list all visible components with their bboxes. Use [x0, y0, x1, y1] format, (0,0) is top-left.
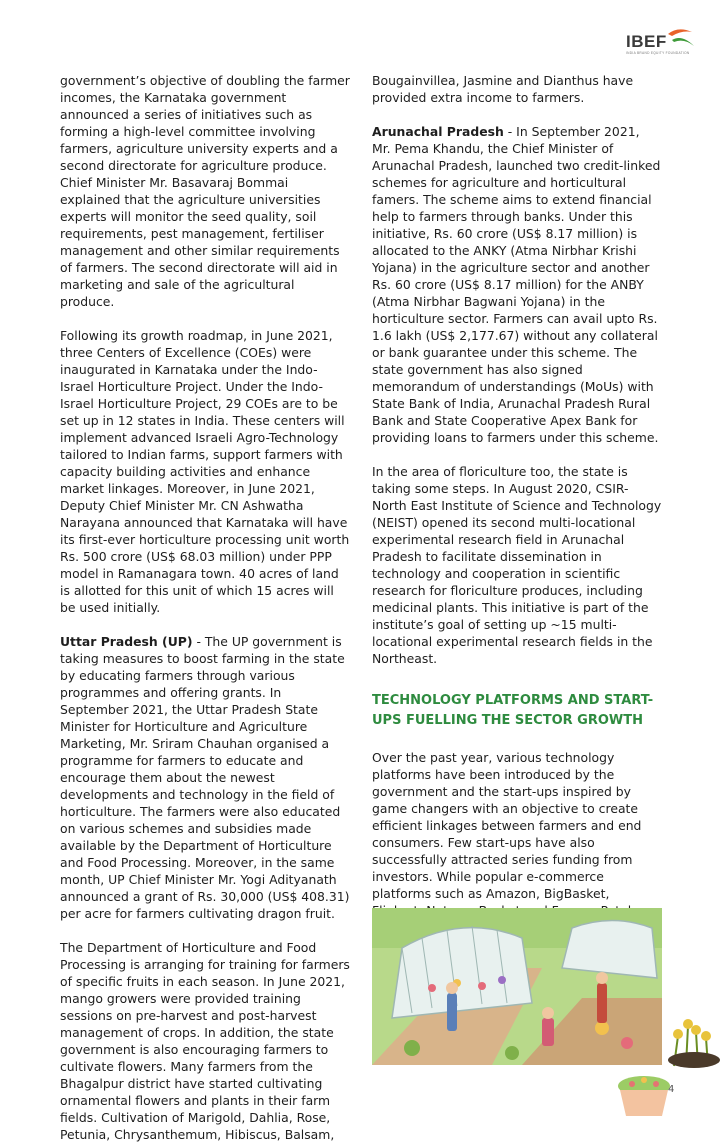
potted-plant-icon: [664, 996, 720, 1068]
paragraph-uttar-pradesh-body: - The UP government is taking measures to boost farming in the state by educating farmers through various programmes and offering grants. In September 2021, the Uttar Pradesh State Minister for Horticulture and Agriculture Marketing, Mr. Sriram Chauhan organised a programme for farmers to educate and encourage them about the newest developments and technology in the field of horticulture. The farmers were also educated on various schemes and subsidies made available by the Department of Horticulture and Food Processing. Moreover, in the same month, UP Chief Minister Mr. Yogi Adityanath announced a grant of Rs. 30,000 (US$ 408.31) per acre for farmers cultivating dragon fruit.: [60, 634, 350, 921]
paragraph-arunachal-body: - In September 2021, Mr. Pema Khandu, the Chief Minister of Arunachal Pradesh, launched two credit-linked schemes for agriculture and horticultural famers. The scheme aims to extend financial help to farmers through banks. Under this initiative, Rs. 60 crore (US$ 8.17 million) is allocated to the ANKY (Atma Nirbhar Krishi Yojana) in the agriculture sector and another Rs. 60 crore (US$ 8.17 million) for the ANBY (Atma Nirbhar Bagwani Yojana) in the horticulture sector. Farmers can avail upto Rs. 1.6 lakh (US$ 2,177.67) without any collateral or bank guarantee under this scheme. The state government has also signed memorandum of understandings (MoUs) with State Bank of India, Arunachal Pradesh Rural Bank and State Cooperative Apex Bank for providing loans to farmers under this scheme.: [372, 124, 661, 445]
left-column: [60, 72, 350, 1143]
lead-uttar-pradesh: Uttar Pradesh (UP): [60, 634, 193, 649]
paragraph-flowers-continued: Bougainvillea, Jasmine and Dianthus have provided extra income to farmers.: [372, 73, 634, 105]
paragraph-floriculture: In the area of floriculture too, the state is taking some steps. In August 2020, CSIR-North East Institute of Science and Technology (NEIST) opened its second multi-locational experimental research field in Arunachal Pradesh to facilitate dissemination in technology and cooperation in scientific research for floriculture produces, including medicinal plants. This initiative is part of the institute’s goal of setting up ~15 multi-locational experimental research fields in the Northeast.: [372, 464, 662, 666]
logo-swoosh-icon: [666, 24, 696, 50]
flower-pot-icon: [614, 1072, 674, 1118]
section-heading-technology: TECHNOLOGY PLATFORMS AND START-UPS FUELLING THE SECTOR GROWTH: [372, 693, 654, 728]
right-column: [372, 72, 662, 970]
logo-tagline: INDIA BRAND EQUITY FOUNDATION: [626, 51, 690, 55]
page-number: 4: [668, 1084, 675, 1095]
paragraph-arunachal-pradesh: [372, 123, 662, 446]
paragraph-uttar-pradesh: [60, 633, 350, 922]
logo-text: IBEF: [626, 32, 667, 51]
paragraph-horticulture-training: The Department of Horticulture and Food Processing is arranging for training for farmers of specific fruits in each season. In June 2021, mango growers were provided training sessions on pre-harvest and post-harvest management of crops. In addition, the state government is also encouraging farmers to cultivate flowers. Many farmers from the Bhagalpur district have started cultivating ornamental flowers and plants in their farm fields. Cultivation of Marigold, Dahlia, Rose, Petunia, Chrysanthemum, Hibiscus, Balsam,: [60, 940, 350, 1142]
greenhouse-image: [372, 908, 662, 1065]
paragraph-technology-platforms: Over the past year, various technology platforms have been introduced by the government and the start-ups inspired by game changers with an objective to create efficient linkages between farmers and end consumers. Few start-ups have also successfully attracted series funding from investors. While popular e-commerce platforms such as Amazon, BigBasket,: [372, 750, 642, 901]
ibef-logo: [622, 22, 700, 62]
paragraph-karnataka-initiatives: government’s objective of doubling the farmer incomes, the Karnataka government announced a series of initiatives such as forming a high-level committee involving farmers, agriculture university experts and a second directorate for agriculture produce. Chief Minister Mr. Basavaraj Bommai explained that the agriculture universities experts will monitor the seed quality, soil requirements, pest management, fertiliser management and other similar requirements of farmers. The second directorate will aid in marketing and sale of the agricultural produce.: [60, 73, 350, 309]
lead-arunachal-pradesh: Arunachal Pradesh: [372, 124, 504, 139]
greenhouse-illustration: [372, 908, 662, 1065]
paragraph-coe-karnataka: Following its growth roadmap, in June 2021, three Centers of Excellence (COEs) were inaugurated in Karnataka under the Indo-Israel Horticulture Project. Under the Indo-Israel Horticulture Project, 29 COEs are to be set up in 12 states in India. These centers will implement advanced Israeli Agro-Technology tailored to Indian farms, support farmers with capacity building activities and enhance market linkages. Moreover, in June 2021, Deputy Chief Minister Mr. CN Ashwatha Narayana announced that Karnataka will have its first-ever horticulture processing unit worth Rs. 500 crore (US$ 68.03 million) under PPP model in Ramanagara town. 40 acres of land is allotted for this unit of which 15 acres will be used initially.: [60, 328, 350, 615]
